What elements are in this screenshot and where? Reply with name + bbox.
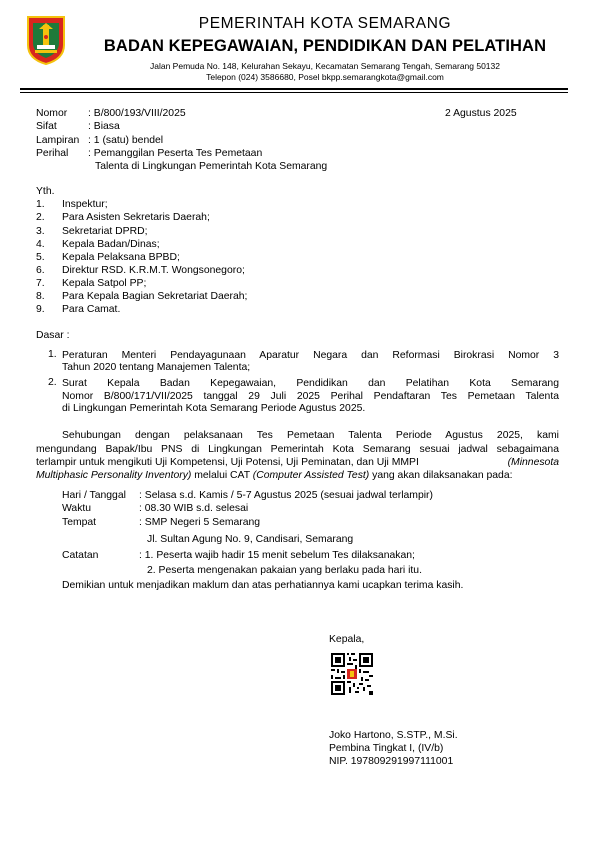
qr-code-signature [331, 653, 373, 695]
signature-title: Kepala, [329, 634, 365, 645]
header-contact: Telepon (024) 3586680, Posel bkpp.semarangkota@gmail.com [206, 72, 444, 82]
dasar-item-line: di Lingkungan Pemerintah Kota Semarang Periode Agustus 2025. [62, 403, 366, 414]
signatory-nip: NIP. 197809291997111001 [329, 756, 454, 767]
salutation: Yth. [36, 186, 55, 197]
body-paragraph-line [36, 470, 513, 483]
tempat-value: : SMP Negeri 5 Semarang [139, 517, 261, 528]
recipient-item: Inspektur; [62, 199, 108, 210]
body-text-italic: (Computer Assisted Test) [252, 470, 370, 481]
recipient-num: 5. [36, 252, 45, 263]
recipient-num: 3. [36, 226, 45, 237]
header-agency-name: BADAN KEPEGAWAIAN, PENDIDIKAN DAN PELATIHAN [103, 37, 547, 55]
lampiran-value: : 1 (satu) bendel [88, 135, 164, 146]
dasar-item-line: Peraturan Menteri Pendayagunaan Aparatur Negara dan Reformasi Birokrasi Nomor 3 [62, 350, 559, 361]
header-government-name: PEMERINTAH KOTA SEMARANG [198, 15, 452, 32]
closing-sentence: Demikian untuk menjadikan maklum dan atas perhatiannya kami ucapkan terima kasih. [62, 580, 464, 591]
header-rule-thin [20, 92, 568, 93]
sifat-label: Sifat [36, 121, 57, 132]
recipient-item: Kepala Badan/Dinas; [62, 239, 160, 250]
dasar-item-line: Nomor B/800/171/VII/2025 tanggal 29 Juli 2025 Perihal Pendaftaran Tes Pemetaan Talenta [62, 391, 559, 402]
dasar-num: 2. [48, 377, 57, 388]
body-text-italic: (Minnesota [507, 457, 559, 468]
dasar-num: 1. [48, 349, 57, 360]
tempat-address: Jl. Sultan Agung No. 9, Candisari, Semarang [147, 534, 354, 545]
tempat-label: Tempat [62, 517, 97, 528]
hari-label: Hari / Tanggal [62, 490, 126, 501]
recipient-item: Para Camat. [62, 304, 121, 315]
catatan-item: : 1. Peserta wajib hadir 15 menit sebelum Tes dilaksanakan; [139, 550, 415, 561]
recipient-item: Kepala Pelaksana BPBD; [62, 252, 180, 263]
perihal-value-line2: Talenta di Lingkungan Pemerintah Kota Semarang [95, 161, 328, 172]
signatory-rank: Pembina Tingkat I, (IV/b) [329, 743, 444, 754]
recipient-item: Direktur RSD. K.R.M.T. Wongsonegoro; [62, 265, 245, 276]
body-text-segment: terlampir untuk mengikuti Uji Kompetensi, Uji Potensi, Uji Peminatan, dan Uji MMPI [36, 457, 419, 468]
dasar-item-line: Surat Kepala Badan Kepegawaian, Pendidikan dan Pelatihan Kota Semarang [62, 378, 559, 389]
recipient-num: 7. [36, 278, 45, 289]
recipient-item: Para Asisten Sekretaris Daerah; [62, 212, 210, 223]
body-text-italic: Multiphasic Personality Inventory) [36, 470, 192, 481]
perihal-label: Perihal [36, 148, 69, 159]
body-paragraph-line [36, 457, 559, 470]
header-address: Jalan Pemuda No. 148, Kelurahan Sekayu, Kecamatan Semarang Tengah, Semarang 50132 [150, 61, 500, 71]
lampiran-label: Lampiran [36, 135, 80, 146]
body-paragraph-line: mengundang Bapak/Ibu PNS di Lingkungan Pemerintah Kota Semarang sesuai jadwal sebagaimana [36, 444, 559, 455]
recipient-num: 9. [36, 304, 45, 315]
body-text-segment: melalui CAT [194, 470, 250, 481]
catatan-label: Catatan [62, 550, 99, 561]
dasar-label: Dasar : [36, 330, 70, 341]
body-text-segment: yang akan dilaksanakan pada: [372, 470, 513, 481]
recipient-item: Para Kepala Bagian Sekretariat Daerah; [62, 291, 248, 302]
header-rule-thick [20, 88, 568, 90]
catatan-item: 2. Peserta mengenakan pakaian yang berlaku pada hari itu. [147, 565, 422, 576]
dasar-item-line: Tahun 2020 tentang Manajemen Talenta; [62, 362, 251, 373]
recipient-num: 4. [36, 239, 45, 250]
recipient-num: 1. [36, 199, 45, 210]
recipient-num: 8. [36, 291, 45, 302]
recipient-num: 6. [36, 265, 45, 276]
signatory-name: Joko Hartono, S.STP., M.Si. [329, 730, 458, 741]
waktu-value: : 08.30 WIB s.d. selesai [139, 503, 249, 514]
recipient-num: 2. [36, 212, 45, 223]
nomor-value: : B/800/193/VIII/2025 [88, 108, 186, 119]
nomor-label: Nomor [36, 108, 68, 119]
hari-value: : Selasa s.d. Kamis / 5-7 Agustus 2025 (sesuai jadwal terlampir) [139, 490, 433, 501]
perihal-value-line1: : Pemanggilan Peserta Tes Pemetaan [88, 148, 263, 159]
recipient-item: Sekretariat DPRD; [62, 226, 148, 237]
waktu-label: Waktu [62, 503, 92, 514]
letter-date: 2 Agustus 2025 [445, 108, 517, 119]
sifat-value: : Biasa [88, 121, 120, 132]
recipient-item: Kepala Satpol PP; [62, 278, 147, 289]
body-paragraph-line: Sehubungan dengan pelaksanaan Tes Pemetaan Talenta Periode Agustus 2025, kami [62, 430, 559, 441]
